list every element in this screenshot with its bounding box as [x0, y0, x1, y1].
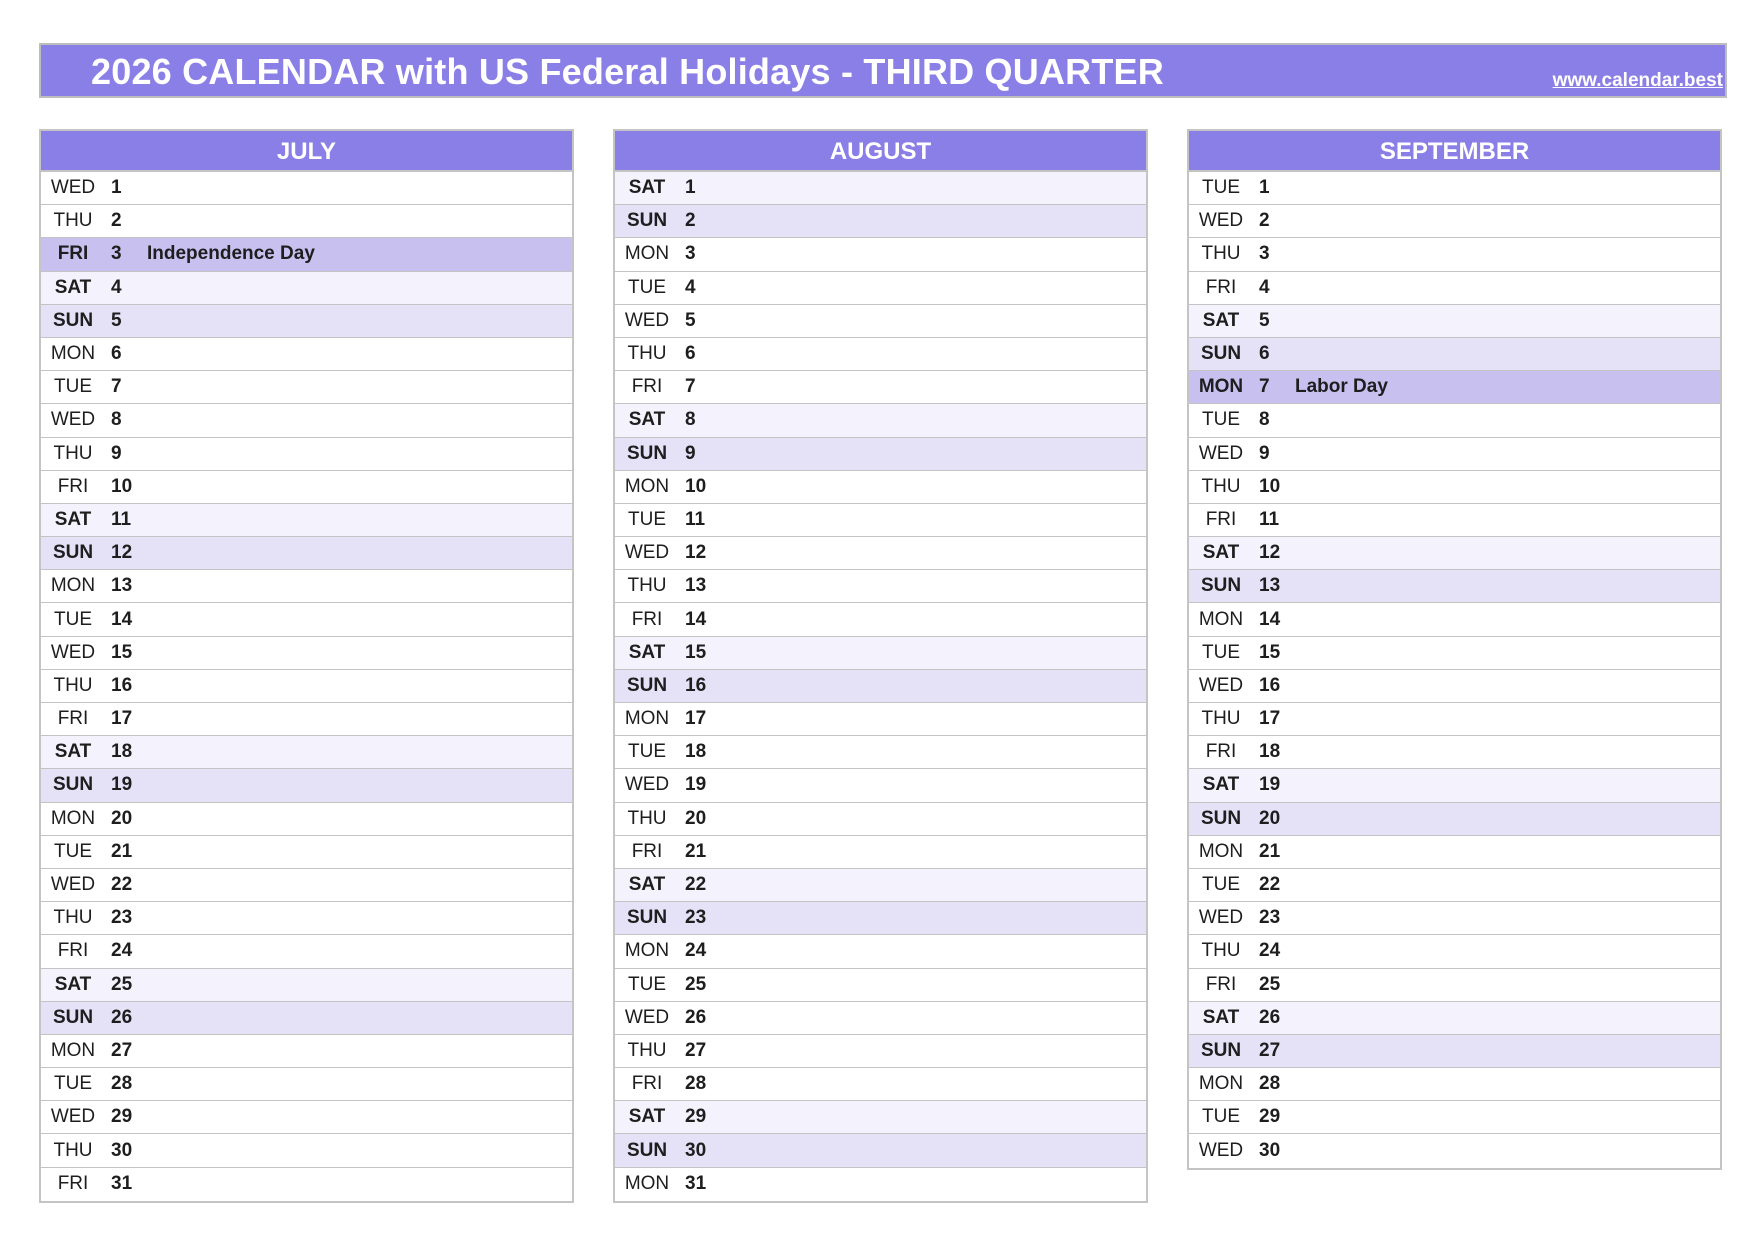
day-number: 29 — [111, 1106, 133, 1128]
day-row — [615, 404, 1146, 437]
day-row — [615, 1035, 1146, 1068]
day-of-week: SUN — [1200, 575, 1242, 597]
day-row — [615, 305, 1146, 338]
day-row — [41, 869, 572, 902]
day-of-week: THU — [1201, 475, 1241, 497]
day-of-week: THU — [1201, 243, 1241, 265]
day-number: 14 — [111, 608, 133, 630]
day-number: 31 — [111, 1173, 133, 1195]
day-number: 20 — [685, 807, 707, 829]
day-of-week: FRI — [57, 475, 89, 497]
site-link[interactable]: www.calendar.best — [1552, 70, 1723, 91]
day-row — [1189, 272, 1720, 305]
day-of-week: SUN — [626, 1139, 668, 1161]
day-of-week: TUE — [1202, 409, 1240, 431]
day-row — [615, 172, 1146, 205]
day-number: 8 — [685, 409, 696, 431]
day-number: 13 — [111, 575, 133, 597]
day-row — [615, 902, 1146, 935]
day-row — [41, 603, 572, 636]
day-of-week: SAT — [628, 874, 666, 896]
day-row — [41, 1134, 572, 1167]
day-row — [1189, 836, 1720, 869]
day-row — [615, 935, 1146, 968]
day-of-week: SAT — [628, 409, 666, 431]
day-of-week: THU — [627, 575, 667, 597]
day-row — [1189, 1101, 1720, 1134]
day-row — [1189, 205, 1720, 238]
day-row — [1189, 869, 1720, 902]
day-row — [615, 238, 1146, 271]
day-row — [41, 935, 572, 968]
day-number: 18 — [1259, 741, 1281, 763]
day-of-week: THU — [627, 1039, 667, 1061]
day-of-week: TUE — [628, 741, 666, 763]
day-row — [615, 769, 1146, 802]
day-of-week: WED — [50, 874, 96, 896]
day-number: 7 — [685, 376, 696, 398]
day-list — [41, 172, 572, 1201]
day-number: 10 — [1259, 475, 1281, 497]
day-number: 1 — [685, 177, 696, 199]
day-number: 12 — [685, 542, 707, 564]
day-number: 25 — [1259, 973, 1281, 995]
day-of-week: FRI — [1205, 276, 1237, 298]
day-of-week: MON — [624, 1173, 670, 1195]
day-number: 17 — [111, 708, 133, 730]
month-header: SEPTEMBER — [1189, 131, 1720, 172]
day-of-week: SUN — [626, 210, 668, 232]
day-number: 24 — [685, 940, 707, 962]
day-row — [41, 504, 572, 537]
day-number: 15 — [1259, 641, 1281, 663]
day-number: 7 — [1259, 376, 1270, 398]
day-row — [41, 172, 572, 205]
day-of-week: FRI — [631, 1073, 663, 1095]
day-number: 21 — [111, 840, 133, 862]
day-row — [615, 272, 1146, 305]
day-of-week: MON — [50, 575, 96, 597]
day-of-week: SUN — [1200, 1039, 1242, 1061]
day-row — [615, 969, 1146, 1002]
day-number: 12 — [1259, 542, 1281, 564]
day-number: 20 — [111, 807, 133, 829]
day-of-week: FRI — [57, 243, 89, 265]
day-row — [1189, 1134, 1720, 1167]
day-row — [1189, 338, 1720, 371]
day-number: 16 — [685, 674, 707, 696]
day-row — [615, 1068, 1146, 1101]
day-number: 29 — [1259, 1106, 1281, 1128]
day-number: 15 — [685, 641, 707, 663]
day-row — [41, 1168, 572, 1201]
day-row — [1189, 305, 1720, 338]
day-row — [41, 438, 572, 471]
day-number: 19 — [1259, 774, 1281, 796]
day-of-week: THU — [1201, 708, 1241, 730]
day-number: 23 — [685, 907, 707, 929]
day-row — [1189, 670, 1720, 703]
day-number: 22 — [111, 874, 133, 896]
day-of-week: WED — [1198, 1140, 1244, 1162]
day-row — [615, 1101, 1146, 1134]
day-number: 17 — [685, 708, 707, 730]
day-of-week: FRI — [57, 708, 89, 730]
day-of-week: THU — [53, 1139, 93, 1161]
day-row — [1189, 371, 1720, 404]
day-of-week: SAT — [1202, 309, 1240, 331]
day-of-week: THU — [53, 210, 93, 232]
day-of-week: WED — [1198, 674, 1244, 696]
day-of-week: MON — [624, 243, 670, 265]
day-number: 4 — [685, 276, 696, 298]
day-row — [1189, 935, 1720, 968]
day-of-week: SUN — [626, 907, 668, 929]
day-number: 31 — [685, 1173, 707, 1195]
day-of-week: MON — [624, 708, 670, 730]
day-number: 3 — [111, 243, 122, 265]
day-of-week: WED — [50, 641, 96, 663]
day-number: 25 — [685, 973, 707, 995]
day-of-week: MON — [1198, 608, 1244, 630]
day-of-week: WED — [624, 309, 670, 331]
day-number: 28 — [111, 1073, 133, 1095]
day-number: 26 — [111, 1006, 133, 1028]
day-number: 14 — [1259, 608, 1281, 630]
day-number: 9 — [685, 442, 696, 464]
day-number: 3 — [1259, 243, 1270, 265]
day-number: 5 — [685, 309, 696, 331]
day-number: 1 — [1259, 177, 1270, 199]
day-number: 6 — [685, 343, 696, 365]
day-number: 22 — [685, 874, 707, 896]
day-row — [615, 603, 1146, 636]
day-of-week: SAT — [628, 641, 666, 663]
day-of-week: FRI — [57, 940, 89, 962]
day-row — [41, 637, 572, 670]
day-of-week: FRI — [631, 608, 663, 630]
day-number: 13 — [1259, 575, 1281, 597]
day-row — [615, 471, 1146, 504]
day-of-week: SUN — [52, 309, 94, 331]
day-number: 16 — [1259, 674, 1281, 696]
day-number: 11 — [685, 508, 706, 530]
day-of-week: TUE — [54, 1073, 92, 1095]
day-row — [1189, 969, 1720, 1002]
day-number: 21 — [1259, 840, 1281, 862]
day-of-week: TUE — [628, 973, 666, 995]
day-number: 27 — [1259, 1039, 1281, 1061]
day-row — [615, 670, 1146, 703]
day-row — [615, 338, 1146, 371]
day-number: 21 — [685, 840, 707, 862]
day-number: 26 — [1259, 1006, 1281, 1028]
day-number: 2 — [111, 210, 122, 232]
day-row — [1189, 570, 1720, 603]
day-of-week: MON — [624, 940, 670, 962]
holiday-label: Labor Day — [1295, 376, 1388, 398]
day-of-week: WED — [1198, 210, 1244, 232]
day-number: 12 — [111, 542, 133, 564]
day-number: 1 — [111, 177, 122, 199]
day-number: 5 — [111, 309, 122, 331]
day-row — [41, 1068, 572, 1101]
day-of-week: WED — [50, 1106, 96, 1128]
day-of-week: THU — [627, 343, 667, 365]
day-number: 18 — [111, 741, 133, 763]
day-number: 24 — [111, 940, 133, 962]
day-number: 19 — [685, 774, 707, 796]
day-row — [1189, 1068, 1720, 1101]
day-row — [1189, 703, 1720, 736]
day-of-week: SUN — [626, 442, 668, 464]
day-row — [1189, 1035, 1720, 1068]
day-of-week: SUN — [52, 1006, 94, 1028]
day-of-week: TUE — [1202, 177, 1240, 199]
day-row — [1189, 504, 1720, 537]
day-number: 17 — [1259, 708, 1281, 730]
day-of-week: SUN — [52, 542, 94, 564]
day-of-week: FRI — [1205, 741, 1237, 763]
day-number: 14 — [685, 608, 707, 630]
day-number: 10 — [685, 475, 707, 497]
day-of-week: SAT — [54, 741, 92, 763]
title-bar — [39, 43, 1727, 98]
day-number: 5 — [1259, 309, 1270, 331]
day-row — [41, 537, 572, 570]
day-row — [615, 869, 1146, 902]
day-row — [41, 205, 572, 238]
day-row — [41, 769, 572, 802]
day-of-week: MON — [1198, 840, 1244, 862]
day-of-week: SUN — [1200, 807, 1242, 829]
day-row — [1189, 1002, 1720, 1035]
day-of-week: THU — [53, 442, 93, 464]
day-of-week: TUE — [628, 508, 666, 530]
day-number: 2 — [1259, 210, 1270, 232]
day-of-week: FRI — [631, 840, 663, 862]
day-row — [1189, 438, 1720, 471]
day-row — [1189, 471, 1720, 504]
day-number: 19 — [111, 774, 133, 796]
day-row — [41, 1035, 572, 1068]
day-of-week: TUE — [54, 376, 92, 398]
day-number: 30 — [1259, 1140, 1281, 1162]
day-row — [41, 404, 572, 437]
day-number: 11 — [111, 508, 132, 530]
day-of-week: SUN — [1200, 343, 1242, 365]
day-number: 6 — [1259, 343, 1270, 365]
day-number: 4 — [1259, 276, 1270, 298]
day-number: 26 — [685, 1006, 707, 1028]
day-number: 24 — [1259, 940, 1281, 962]
day-row — [41, 670, 572, 703]
holiday-label: Independence Day — [147, 243, 315, 265]
day-of-week: SAT — [628, 1106, 666, 1128]
day-of-week: WED — [1198, 907, 1244, 929]
day-row — [615, 736, 1146, 769]
day-row — [615, 637, 1146, 670]
day-number: 8 — [1259, 409, 1270, 431]
day-of-week: FRI — [57, 1173, 89, 1195]
day-row — [1189, 637, 1720, 670]
day-row — [1189, 603, 1720, 636]
day-of-week: TUE — [54, 608, 92, 630]
day-of-week: THU — [53, 674, 93, 696]
day-row — [615, 504, 1146, 537]
day-number: 20 — [1259, 807, 1281, 829]
day-number: 15 — [111, 641, 133, 663]
day-number: 30 — [685, 1139, 707, 1161]
day-of-week: WED — [1198, 442, 1244, 464]
day-row — [615, 570, 1146, 603]
day-number: 13 — [685, 575, 707, 597]
page-title: 2026 CALENDAR with US Federal Holidays - THIRD QUARTER — [91, 51, 1164, 92]
day-of-week: MON — [624, 475, 670, 497]
day-row — [41, 1101, 572, 1134]
day-number: 29 — [685, 1106, 707, 1128]
day-row — [41, 338, 572, 371]
day-row — [1189, 404, 1720, 437]
day-number: 7 — [111, 376, 122, 398]
day-of-week: SAT — [1202, 1006, 1240, 1028]
day-row — [615, 703, 1146, 736]
day-number: 8 — [111, 409, 122, 431]
day-row — [615, 836, 1146, 869]
day-row — [1189, 172, 1720, 205]
day-of-week: SUN — [52, 774, 94, 796]
day-number: 10 — [111, 475, 133, 497]
day-number: 6 — [111, 343, 122, 365]
day-of-week: WED — [624, 1006, 670, 1028]
day-number: 28 — [685, 1073, 707, 1095]
day-number: 27 — [685, 1039, 707, 1061]
day-of-week: MON — [50, 343, 96, 365]
day-number: 9 — [111, 442, 122, 464]
day-of-week: TUE — [1202, 874, 1240, 896]
month-header: JULY — [41, 131, 572, 172]
day-number: 23 — [1259, 907, 1281, 929]
day-list — [615, 172, 1146, 1201]
day-row — [41, 570, 572, 603]
day-row — [41, 803, 572, 836]
day-number: 2 — [685, 210, 696, 232]
day-row — [41, 471, 572, 504]
day-of-week: MON — [1198, 376, 1244, 398]
day-of-week: SAT — [1202, 774, 1240, 796]
day-row — [1189, 769, 1720, 802]
day-row — [615, 803, 1146, 836]
day-row — [1189, 736, 1720, 769]
day-row — [41, 238, 572, 271]
day-of-week: FRI — [1205, 508, 1237, 530]
day-row — [41, 305, 572, 338]
day-of-week: SAT — [54, 973, 92, 995]
day-of-week: THU — [1201, 940, 1241, 962]
day-of-week: THU — [627, 807, 667, 829]
day-of-week: WED — [50, 177, 96, 199]
day-of-week: SAT — [628, 177, 666, 199]
day-of-week: SAT — [54, 276, 92, 298]
day-number: 3 — [685, 243, 696, 265]
day-of-week: TUE — [54, 840, 92, 862]
day-number: 9 — [1259, 442, 1270, 464]
day-list — [1189, 172, 1720, 1168]
month-september — [1187, 129, 1722, 1170]
day-row — [41, 736, 572, 769]
day-of-week: TUE — [1202, 641, 1240, 663]
day-row — [615, 371, 1146, 404]
day-of-week: SAT — [1202, 542, 1240, 564]
day-row — [1189, 537, 1720, 570]
month-july — [39, 129, 574, 1203]
day-row — [41, 969, 572, 1002]
day-row — [41, 1002, 572, 1035]
day-of-week: THU — [53, 907, 93, 929]
day-row — [41, 272, 572, 305]
day-row — [41, 371, 572, 404]
day-row — [615, 1168, 1146, 1201]
month-header: AUGUST — [615, 131, 1146, 172]
day-row — [615, 537, 1146, 570]
day-of-week: MON — [1198, 1073, 1244, 1095]
day-of-week: MON — [50, 807, 96, 829]
day-row — [1189, 803, 1720, 836]
day-of-week: FRI — [631, 376, 663, 398]
day-number: 27 — [111, 1039, 133, 1061]
day-number: 18 — [685, 741, 707, 763]
day-of-week: SUN — [626, 674, 668, 696]
day-of-week: FRI — [1205, 973, 1237, 995]
day-row — [615, 1002, 1146, 1035]
day-row — [615, 438, 1146, 471]
day-number: 4 — [111, 276, 122, 298]
day-of-week: WED — [624, 774, 670, 796]
day-number: 16 — [111, 674, 133, 696]
day-of-week: MON — [50, 1039, 96, 1061]
day-row — [41, 902, 572, 935]
day-number: 23 — [111, 907, 133, 929]
day-row — [41, 836, 572, 869]
day-of-week: WED — [624, 542, 670, 564]
month-august — [613, 129, 1148, 1203]
day-of-week: SAT — [54, 508, 92, 530]
day-number: 30 — [111, 1139, 133, 1161]
day-row — [41, 703, 572, 736]
day-number: 28 — [1259, 1073, 1281, 1095]
day-number: 11 — [1259, 508, 1280, 530]
day-number: 22 — [1259, 874, 1281, 896]
day-row — [1189, 238, 1720, 271]
day-number: 25 — [111, 973, 133, 995]
day-of-week: TUE — [628, 276, 666, 298]
day-row — [615, 1134, 1146, 1167]
day-row — [615, 205, 1146, 238]
day-of-week: WED — [50, 409, 96, 431]
day-of-week: TUE — [1202, 1106, 1240, 1128]
day-row — [1189, 902, 1720, 935]
